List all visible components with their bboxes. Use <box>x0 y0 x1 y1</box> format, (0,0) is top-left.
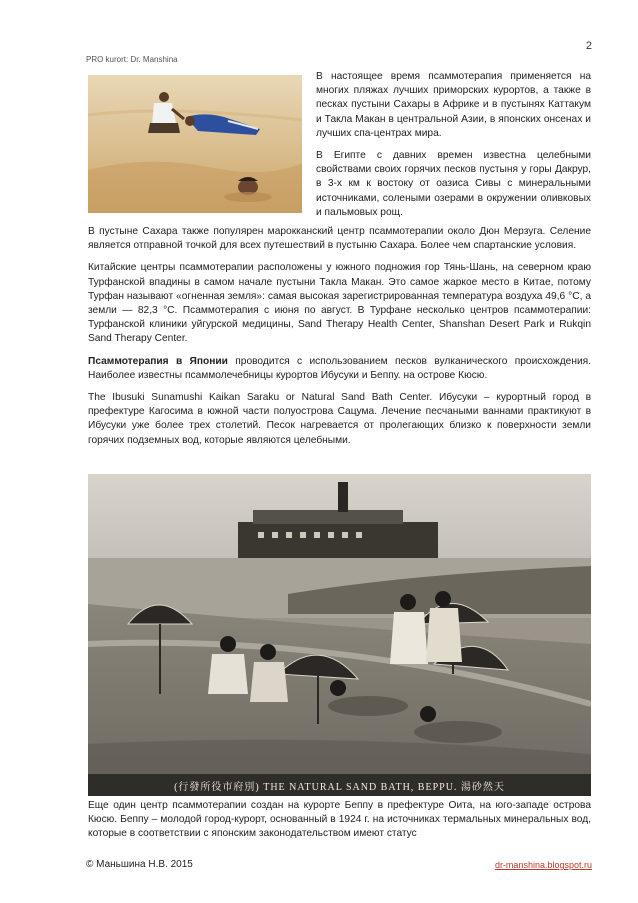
continuation-text-block <box>88 799 591 850</box>
paragraph-sahara: В пустыне Сахара также популярен марокканский центр псаммотерапии около Дюн Мерзуга. Селение является отправной точкой для всех путешествий в пустыню Сахара. Более чем спартанские условия. <box>88 226 591 252</box>
footer-copyright: © Маньшина Н.В. 2015 <box>86 859 193 870</box>
desert-scene <box>88 75 302 213</box>
paragraph-egypt: В Египте с давних времен известна целебными свойствами своих горячих песков пустыня у горы Дакрур, в 3-х км к востоку от оазиса Сивы с минеральными источниками, солеными озерами в окружении оливковых и пальмовых рощ. <box>316 150 591 218</box>
intro-text-block <box>316 70 591 228</box>
paragraph-china: Китайские центры псаммотерапии расположены у южного подножия гор Тянь-Шань, на северном краю Турфанской впадины в самом начале пустыни Такла Макан. Это самое жаркое место в Китае, потому Турфан называют «огненная земля»: самая высокая зарегистрированная температура воздуха 49,6 °C, а земли — 82,3 °C. Псаммотерапия с июня по август. В Турфане несколько центров псаммотерапии: Турфанской клиники уйгурской медицины, Sand Therapy Health Center, Shanshan Desert Park и Rukqin Sand Therapy Center. <box>88 262 591 345</box>
photo-caption: (行發所役市府別) THE NATURAL SAND BATH, BEPPU. 湯砂然天 <box>88 774 591 796</box>
beppu-beach-scene <box>88 474 591 796</box>
japan-text: проводится с использованием песков вулканического происхождения. Наиболее известны псаммолечебницы курортов Ибусуки и Беппу. на острове Кюсю. <box>88 355 591 381</box>
page-header: PRO kurort: Dr. Manshina <box>86 55 178 64</box>
page-number: 2 <box>585 40 592 52</box>
main-text-block <box>88 225 591 456</box>
beppu-sand-bath-photo <box>88 474 591 796</box>
footer-link[interactable]: dr-manshina.blogspot.ru <box>494 860 592 870</box>
paragraph-beppu: Еще один центр псаммотерапии создан на курорте Беппу в префектуре Оита, на юго-западе острова Кюсю. Беппу – молодой город-курорт, основанный в 1924 г. на источниках термальных минеральных вод, которые в соответствии с японским законодательством имеют статус <box>88 800 591 840</box>
desert-sand-bath-photo <box>88 75 302 213</box>
paragraph-ibusuki: The Ibusuki Sunamushi Kaikan Saraku or Natural Sand Bath Center. Ибусуки – курортный город в префектуре Кагосима в южной части полуострова Сацума. Лечение песчаными ваннами практикуют в Ибусуки уже более трех столетий. Песок нагревается от пролегающих близко к поверхности земли горячих подземных вод, которые являются целебными. <box>88 392 591 446</box>
paragraph-japan <box>88 355 591 383</box>
japan-heading: Псаммотерапия в Японии <box>88 355 228 367</box>
paragraph-intro: В настоящее время псаммотерапия применяется на многих пляжах лучших приморских курортов, а также в песках пустыни Сахары в Африке и в пустынях Каттакум и Такла Макан в центральной Азии, в японских онсенах и лучших спа-центрах мира. <box>316 71 591 139</box>
